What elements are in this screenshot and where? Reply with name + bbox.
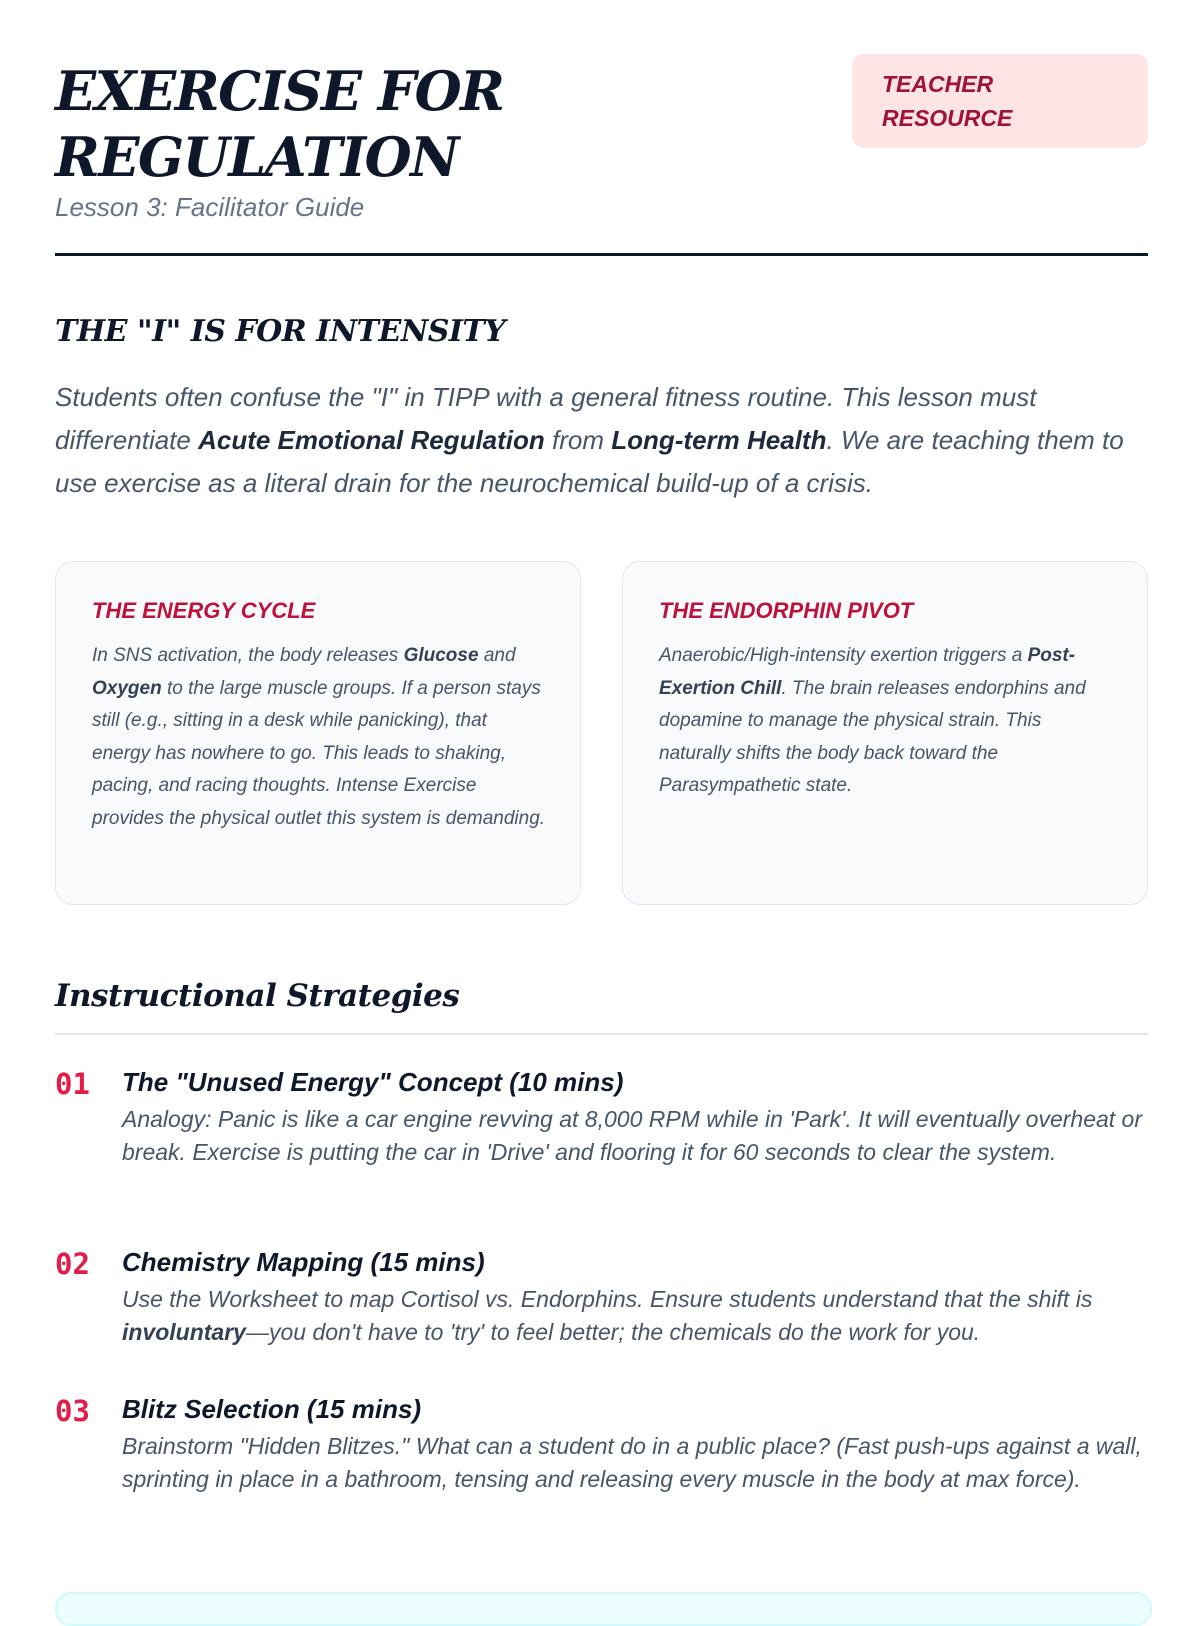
card-text-1: Anaerobic/High-intensity exertion triggers a [659,645,1028,666]
card-text-3: to the large muscle groups. If a person stays still (e.g., sitting in a desk while panicking), that energy has nowhere to go. This leads to shaking, pacing, and racing thoughts. Intense Exercise provides the physical outlet this system is demanding. [92,677,546,829]
card-text-2: and [478,645,516,666]
strategy-item [55,1392,1155,1496]
card-title: THE ENERGY CYCLE [92,598,316,623]
page-header [55,58,1148,223]
card-text-1: In SNS activation, the body releases [92,645,404,666]
strategy-number: 03 [55,1394,90,1428]
strategy-body-text-2: —you don't have to 'try' to feel better; the chemicals do the work for you. [245,1319,981,1345]
header-divider [55,253,1148,256]
intensity-intro [55,376,1155,505]
badge-line-1: TEACHER [882,71,994,97]
endorphin-pivot-card [622,561,1148,905]
strategy-heading: The "Unused Energy" Concept (10 mins) [122,1067,624,1097]
bottom-callout-box [55,1592,1152,1626]
card-title: THE ENDORPHIN PIVOT [659,598,914,623]
page-title [55,58,675,190]
title-line-1: EXERCISE FOR [55,59,504,123]
intro-bold-2: Long-term Health [611,425,827,455]
teacher-resource-badge [852,54,1148,148]
page-subtitle: Lesson 3: Facilitator Guide [55,192,365,222]
strategy-number: 02 [55,1247,90,1281]
intro-text-1: Students often confuse the "I" in TIPP with a general fitness routine. This lesson must differentiate [55,382,1037,455]
card-text [92,640,546,835]
intro-text-2: from [544,425,612,455]
card-bold-1: Glucose [403,645,479,666]
card-bold-1: Post-Exertion Chill [659,645,1076,699]
card-bold-2: Oxygen [92,677,162,699]
strategy-item [55,1065,1155,1169]
strategy-heading: Blitz Selection (15 mins) [122,1394,422,1424]
strategy-heading: Chemistry Mapping (15 mins) [122,1247,485,1277]
intro-bold-1: Acute Emotional Regulation [198,425,545,455]
strategy-body-text-1: Use the Worksheet to map Cortisol vs. Endorphins. Ensure students understand that the shift is [122,1286,1093,1312]
strategy-body: Brainstorm "Hidden Blitzes." What can a student do in a public place? (Fast push-ups against a wall, sprinting in place in a bathroom, tensing and releasing every muscle in the body at max force). [122,1433,1142,1492]
strategy-item [55,1245,1155,1349]
title-line-2: REGULATION [55,125,458,189]
strategies-divider [55,1033,1148,1035]
strategy-body: Analogy: Panic is like a car engine revving at 8,000 RPM while in 'Park'. It will eventually overheat or break. Exercise is putting the car in 'Drive' and flooring it for 60 seconds to clear the system. [122,1106,1143,1165]
card-text-2: . The brain releases endorphins and dopamine to manage the physical strain. This naturally shifts the body back toward the Parasympathetic state. [659,677,1086,796]
badge-line-2: RESOURCE [882,105,1013,131]
intro-text-3: . We are teaching them to use exercise as a literal drain for the neurochemical build-up of a crisis. [55,425,1124,498]
strategy-body [122,1283,1155,1349]
intensity-section-title: THE "I" IS FOR INTENSITY [55,314,506,349]
card-text [659,640,1113,803]
energy-cycle-card [55,561,581,905]
strategies-title: Instructional Strategies [55,978,460,1014]
strategy-number: 01 [55,1067,90,1101]
strategy-body-bold: involuntary [122,1319,246,1345]
